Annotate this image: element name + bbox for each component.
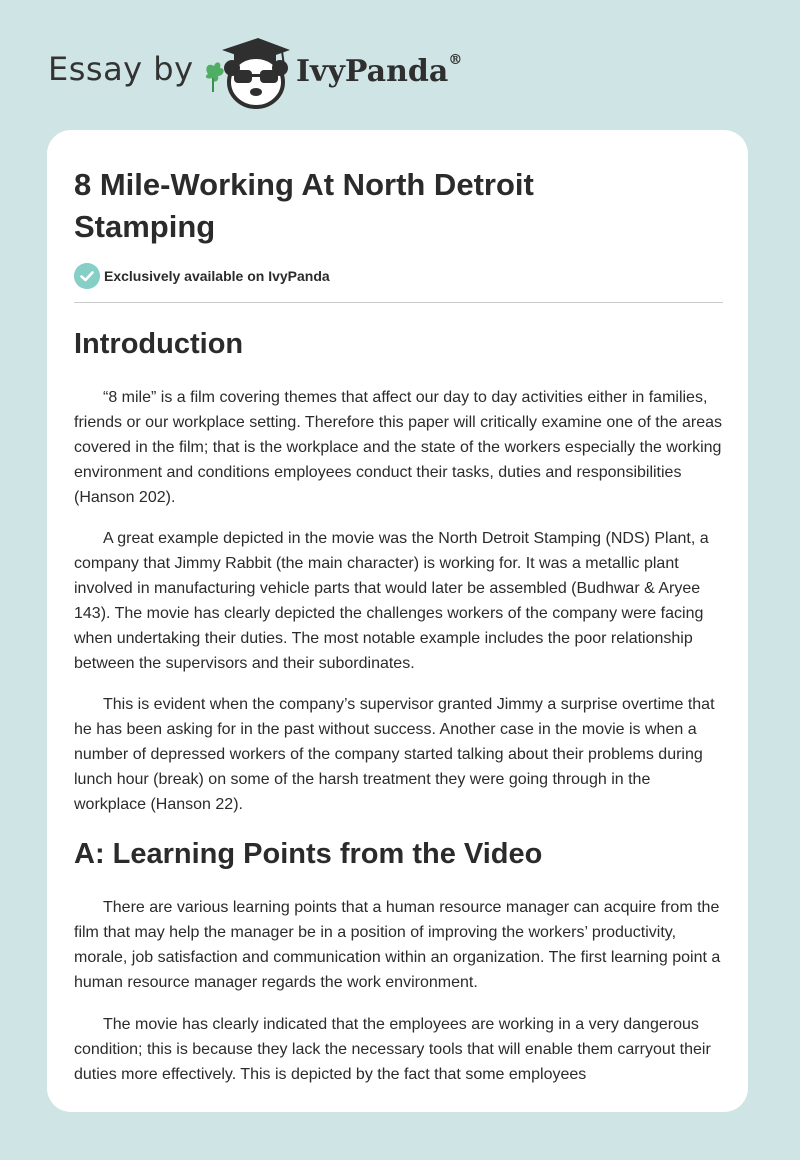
paragraph: A great example depicted in the movie was the North Detroit Stamping (NDS) Plant, a company that Jimmy Rabbit (the main character) is working for. It was a metallic plant involved in manufacturing vehicle parts that would later be assembled (Budhwar & Aryee 143). The movie has clearly depicted the challenges workers of the company were facing when undertaking their duties. The most notable example includes the poor relationship between the supervisors and their subordinates. [74,530,709,672]
ivy-leaf-icon [206,62,224,92]
paragraph: This is evident when the company’s supervisor granted Jimmy a surprise overtime that he has been asking for in the past without success. Another case in the movie is when a number of depressed workers of the company started talking about their problems during lunch hour (break) on some of the harsh treatment they were going through in the workplace (Hanson 22). [74,696,715,813]
divider [74,302,723,303]
essay-card [47,130,748,1112]
section-heading-learning-points: A: Learning Points from the Video [74,838,543,870]
section-heading-introduction: Introduction [74,328,244,360]
brand-name[interactable]: IvyPanda® [296,52,463,89]
exclusive-label: Exclusively available on IvyPanda [104,268,330,284]
registered-mark: ® [448,52,463,68]
paragraph: There are various learning points that a human resource manager can acquire from the film that may help the manager be in a position of improving the workers’ productivity, morale, job satisfaction and communication within an organization. The first learning point a human resource manager regards the work environment. [74,899,721,991]
essay-by-label: Essay by [48,50,194,88]
panda-logo-icon[interactable] [202,34,292,110]
site-header [48,30,748,110]
paragraph: The movie has clearly indicated that the employees are working in a very dangerous condition; this is because they lack the necessary tools that will enable them carryout their duties more effectively. This is depicted by the fact that some employees [74,1016,711,1083]
paragraph: “8 mile” is a film covering themes that affect our day to day activities either in families, friends or our workplace setting. Therefore this paper will critically examine one of the areas covered in the film; that is the workplace and the state of the workers especially the working environment and conditions employees conduct their tasks, duties and responsibilities (Hanson 202). [74,389,723,506]
exclusive-badge [74,263,474,289]
page-title: 8 Mile-Working At North Detroit Stamping [74,167,534,244]
checkmark-icon [74,263,100,289]
